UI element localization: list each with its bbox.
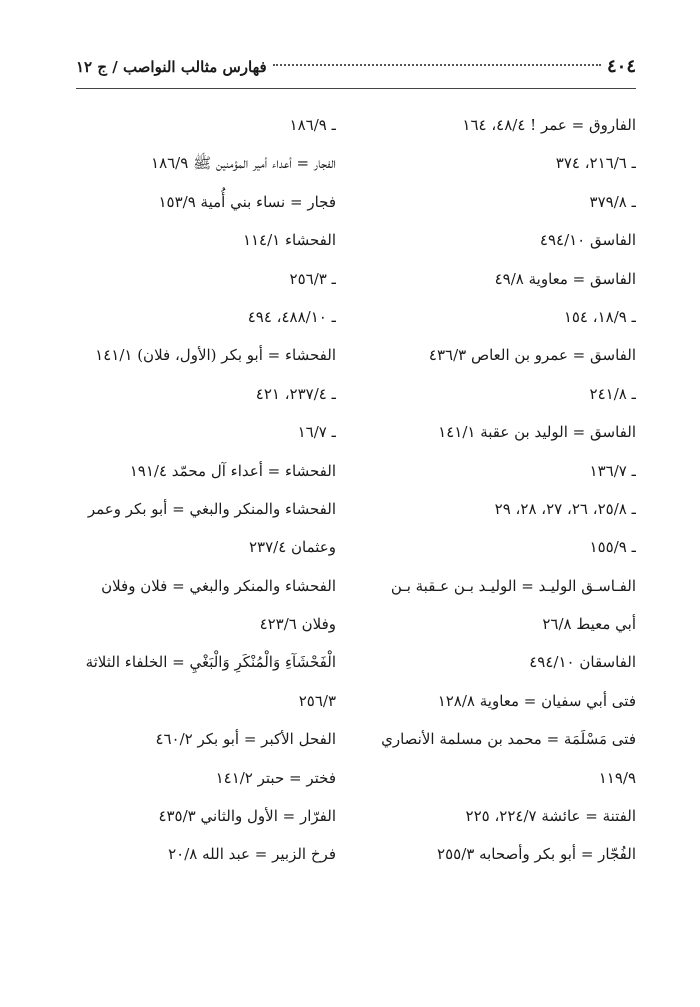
index-entry: الفحل الأكبر = أبو بكر ٤٦٠/٢ <box>155 730 336 749</box>
index-column-right <box>336 106 636 874</box>
index-entry: ـ ٢٤١/٨ <box>589 384 636 403</box>
index-entry: الْفَحْشَآءِ وَالْمُنْكَرِ وَالْبَغْيِ = الخلفاء الثلاثة <box>85 653 336 672</box>
index-entry: فختر = حبتر ١٤١/٢ <box>215 768 336 787</box>
page-header <box>76 56 636 89</box>
index-entry: ـ ١٥٥/٩ <box>589 538 636 557</box>
index-entry: الفاسق = الوليد بن عقبة ١٤١/١ <box>438 423 636 442</box>
index-entry: الفاسق ٤٩٤/١٠ <box>539 231 636 250</box>
index-entry: أبي معيط ٢٦/٨ <box>542 615 636 634</box>
index-entry: ـ ٢١٦/٦، ٣٧٤ <box>555 154 636 173</box>
index-entry: ـ ٢٥/٨، ٢٦، ٢٧، ٢٨، ٢٩ <box>494 499 636 518</box>
index-entry: ـ ١٨٦/٩ <box>289 116 336 134</box>
index-entry: ـ ١٣٦/٧ <box>589 461 636 480</box>
index-entry: الفاروق = عمر ! ٤٨/٤، ١٦٤ <box>462 116 636 134</box>
running-title: فهارس مثالب النواصب / ج ١٢ <box>76 58 267 76</box>
index-entry: الفحشاء = أعداء آل محمّد ١٩١/٤ <box>129 461 336 480</box>
index-entry: ـ ١٨/٩، ١٥٤ <box>563 307 636 326</box>
index-entry: ٢٥٦/٣ <box>298 691 336 710</box>
index-entry: ـ ٤٨٨/١٠، ٤٩٤ <box>247 307 336 326</box>
index-entry: ١١٩/٩ <box>598 768 636 787</box>
index-entry: ـ ١٦/٧ <box>297 423 336 442</box>
index-entry: الفاسق = عمرو بن العاص ٤٣٦/٣ <box>428 346 636 365</box>
index-entry: ـ ٢٥٦/٣ <box>289 269 336 288</box>
index-entry: الفحشاء والمنكر والبغي = فلان وفلان <box>101 576 336 595</box>
index-entry: فرخ الزبير = عبد الله ٢٠/٨ <box>168 845 336 864</box>
index-entry: الفتنة = عائشة ٢٢٤/٧، ٢٢٥ <box>465 807 636 826</box>
index-entry: الفرّار = الأول والثاني ٤٣٥/٣ <box>158 807 336 826</box>
index-entry: الفجار = أعداء أمير المؤمنين ﷺ ١٨٦/٩ <box>151 154 336 173</box>
index-entry: ـ ٢٣٧/٤، ٤٢١ <box>255 384 336 403</box>
leader-dots <box>273 64 601 66</box>
index-entry: الفـاسـق الوليـد = الوليـد بـن عـقبة بـن <box>390 576 636 595</box>
index-entry: الفحشاء = أبو بكر (الأول، فلان) ١٤١/١ <box>95 346 336 365</box>
page-number: ٤٠٤ <box>606 56 636 77</box>
index-entry: الفحشاء والمنكر والبغي = أبو بكر وعمر <box>87 499 336 518</box>
index-entry: الفحشاء ١١٤/١ <box>242 231 336 250</box>
index-entry: الفُجّار = أبو بكر وأصحابه ٢٥٥/٣ <box>437 845 636 864</box>
index-entry: وعثمان ٢٣٧/٤ <box>248 538 336 557</box>
index-entry: وفلان ٤٢٣/٦ <box>259 615 336 634</box>
index-entry: فجار = نساء بني أُمية ١٥٣/٩ <box>158 192 336 211</box>
index-entry: فتى مَسْلَمَة = محمد بن مسلمة الأنصاري <box>381 730 636 749</box>
index-entry: ـ ٣٧٩/٨ <box>589 192 636 211</box>
index-entry: الفاسقان ٤٩٤/١٠ <box>529 653 636 672</box>
index-column-left <box>66 106 336 874</box>
index-entry: الفاسق = معاوية ٤٩/٨ <box>494 269 636 288</box>
index-entry: فتى أبي سفيان = معاوية ١٢٨/٨ <box>437 691 636 710</box>
